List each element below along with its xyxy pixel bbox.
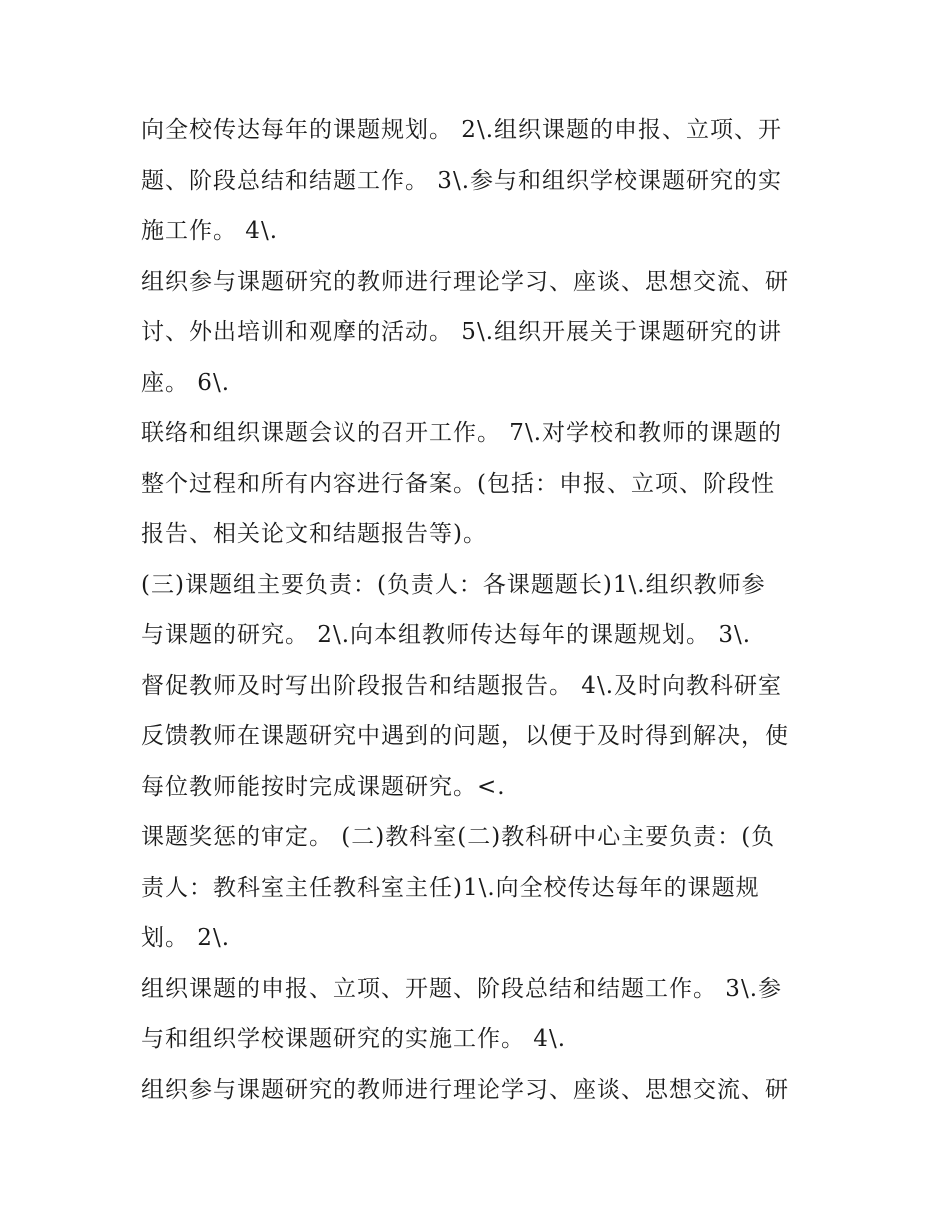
text-line: 责人：教科室主任教科室主任)1\.向全校传达每年的课题规 — [141, 875, 760, 901]
text-line: 讨、外出培训和观摩的活动。 5\.组织开展关于课题研究的讲 — [141, 319, 783, 345]
text-line: 报告、相关论文和结题报告等)。 — [141, 521, 487, 547]
text-line: 联络和组织课题会议的召开工作。 7\.对学校和教师的课题的 — [141, 420, 783, 446]
text-line: 与和组织学校课题研究的实施工作。 4\. — [141, 1026, 567, 1052]
text-line: (三)课题组主要负责：(负责人：各课题题长)1\.组织教师参 — [141, 572, 766, 598]
text-line: 课题奖惩的审定。 (二)教科室(二)教科研中心主要负责：(负 — [141, 824, 776, 850]
text-line: 督促教师及时写出阶段报告和结题报告。 4\.及时向教科研室 — [141, 673, 783, 699]
text-line: 与课题的研究。 2\.向本组教师传达每年的课题规划。 3\. — [141, 622, 752, 648]
text-line: 向全校传达每年的课题规划。 2\.组织课题的申报、立项、开 — [141, 117, 783, 143]
text-line: 整个过程和所有内容进行备案。(包括：申报、立项、阶段性 — [141, 471, 775, 497]
text-line: 每位教师能按时完成课题研究。<. — [141, 774, 506, 800]
text-line: 题、阶段总结和结题工作。 3\.参与和组织学校课题研究的实 — [141, 168, 783, 194]
text-line: 组织参与课题研究的教师进行理论学习、座谈、思想交流、研 — [141, 269, 789, 295]
text-line: 反馈教师在课题研究中遇到的问题，以便于及时得到解决，使 — [141, 723, 789, 749]
text-line: 座。 6\. — [141, 370, 231, 396]
text-line: 划。 2\. — [141, 925, 231, 951]
text-line: 组织课题的申报、立项、开题、阶段总结和结题工作。 3\.参 — [141, 976, 783, 1002]
text-line: 施工作。 4\. — [141, 218, 279, 244]
text-line: 组织参与课题研究的教师进行理论学习、座谈、思想交流、研 — [141, 1077, 789, 1103]
